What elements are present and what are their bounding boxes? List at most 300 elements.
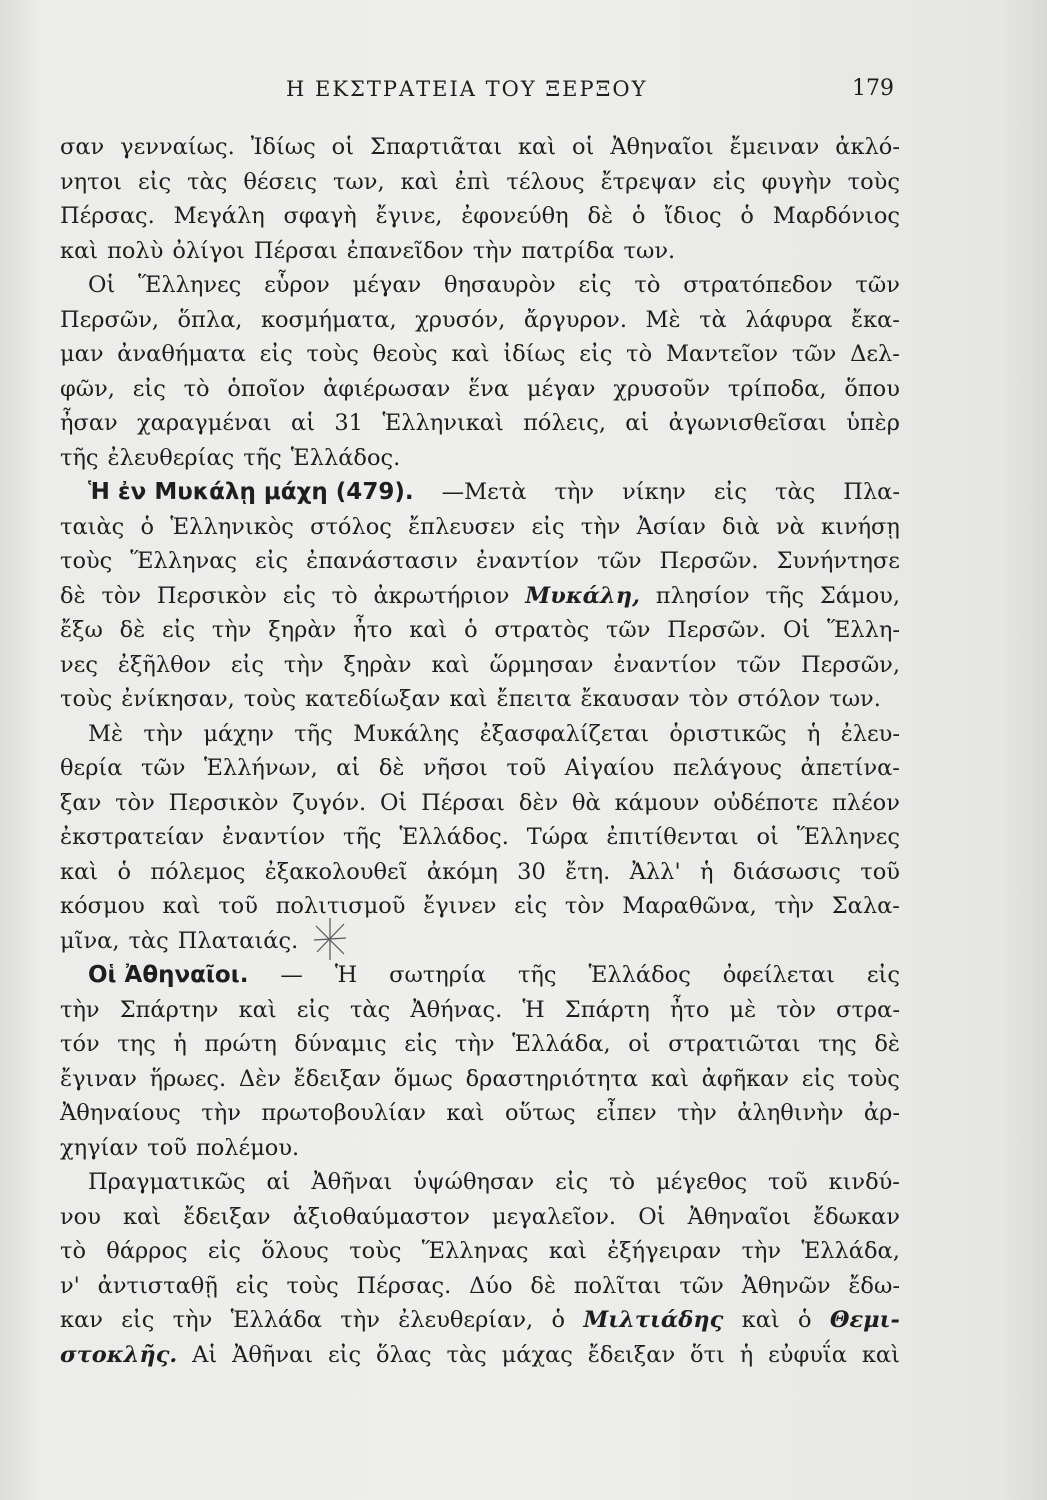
- word: τὴν: [741, 1238, 782, 1264]
- word: Ἀθηνῶν: [741, 1272, 831, 1299]
- word: μάχην: [203, 720, 274, 747]
- word: Μυκάλη,: [525, 582, 640, 609]
- text-line: [60, 820, 900, 855]
- word: Δὲν: [238, 1065, 281, 1092]
- word: Ἑλλάδα,: [512, 1031, 611, 1057]
- word: ἀκλό-: [835, 134, 900, 160]
- word: οὕτως: [504, 1100, 576, 1126]
- word: στρατιῶται: [668, 1031, 801, 1057]
- text-line: [60, 1234, 900, 1269]
- text-line: [60, 1062, 900, 1097]
- word: ἀντισταθῇ: [97, 1272, 218, 1299]
- text-line: [60, 889, 900, 924]
- word: Μιλτιάδης: [583, 1307, 724, 1333]
- word: τοῦ: [218, 893, 258, 919]
- word: Σπάρτην: [119, 996, 219, 1023]
- word: κινήσῃ: [821, 513, 900, 540]
- text-line: [60, 1096, 900, 1131]
- page-number: 179: [852, 76, 894, 101]
- word: τοὺς: [306, 341, 359, 367]
- word: εἰς: [207, 1238, 241, 1264]
- word: πόλεμος: [150, 858, 246, 885]
- word: Περσικὸν: [156, 582, 267, 609]
- word: καὶ: [60, 237, 99, 264]
- word: εἰς: [137, 168, 172, 195]
- word: καὶ: [446, 1100, 485, 1126]
- word: λάφυρα: [745, 306, 833, 333]
- word: ξηρὰν: [268, 617, 337, 643]
- word: Αἱ: [192, 1341, 218, 1368]
- word: ἔγινεν: [423, 893, 497, 919]
- word: τῆς: [517, 962, 557, 988]
- ink-mark-icon: [312, 916, 348, 962]
- word: στρατόπεδον: [683, 272, 833, 298]
- word: δύναμις: [294, 1031, 387, 1057]
- text-line: [60, 579, 900, 614]
- text-line: [60, 1165, 900, 1200]
- word: νου: [60, 1203, 101, 1230]
- word: στόλος: [310, 513, 392, 540]
- word: εἰς: [555, 1169, 589, 1195]
- word: χρυσοῦν: [613, 375, 711, 402]
- word: εἰς: [404, 1031, 438, 1057]
- text-line: [60, 234, 900, 269]
- word: ἐλευθερίας: [107, 444, 235, 471]
- word: τῶν: [605, 617, 651, 643]
- word: εἰς: [259, 341, 293, 367]
- word: ἀκρωτήριον: [373, 582, 510, 609]
- word: Μαρδόνιος: [772, 203, 900, 229]
- word: νες: [60, 651, 98, 678]
- word: ὅμως: [393, 1065, 453, 1092]
- word: ἰδίως: [503, 341, 566, 367]
- word: ὁ: [798, 1307, 812, 1333]
- text-line: [60, 648, 900, 683]
- word: εἰς: [328, 1341, 362, 1368]
- word: ἐπὶ: [454, 168, 491, 195]
- word: τὰς: [187, 168, 228, 195]
- word: τῆς: [765, 582, 805, 609]
- word: Ἡ: [334, 962, 358, 988]
- word: ὀλίγοι: [172, 237, 245, 264]
- word: Ἰδίως: [250, 134, 316, 160]
- word: τοὺς: [60, 686, 113, 712]
- word: τοὺς: [349, 1238, 402, 1264]
- word: ὅτι: [690, 1341, 725, 1368]
- word: πρωτοβουλίαν: [261, 1100, 426, 1126]
- word: ὁ: [631, 203, 646, 229]
- word: ζυγόν.: [292, 789, 367, 816]
- text-line: [60, 406, 900, 441]
- word: 31: [334, 410, 363, 436]
- word: καὶ: [650, 1065, 689, 1092]
- word: πλησίον: [655, 582, 750, 609]
- word: κατεδίωξαν: [305, 686, 441, 712]
- word: νῆσοι: [422, 755, 488, 781]
- word: τὸν: [101, 582, 142, 609]
- word: Θεμι-: [829, 1307, 900, 1333]
- word: ὁ: [740, 203, 754, 229]
- word: ἔξω: [60, 617, 103, 643]
- word: της: [818, 1031, 857, 1057]
- word: Περσῶν.: [667, 617, 767, 643]
- word: κάμουν: [614, 789, 700, 816]
- word: Οἱ: [380, 789, 408, 816]
- word: πολὺ: [107, 237, 164, 264]
- word: εἰς: [712, 168, 746, 195]
- word: Σαλα-: [831, 893, 900, 919]
- word: εὐφυΐα: [768, 1341, 847, 1368]
- word: χρυσόν,: [415, 306, 506, 333]
- word: ἐξῆλθον: [117, 651, 211, 678]
- word: καὶ: [548, 1238, 587, 1264]
- word: σωτηρία: [389, 962, 487, 988]
- word: ὁ: [140, 513, 155, 540]
- word: εἰς: [121, 1307, 155, 1333]
- word: τὴν: [454, 1031, 495, 1057]
- word: ἐξήγειραν: [607, 1238, 722, 1264]
- word: ἔμειναν: [729, 134, 820, 160]
- word: ἕνα: [468, 375, 510, 402]
- text-line: [60, 751, 900, 786]
- page-header: [0, 74, 1047, 104]
- word: εἰς: [282, 582, 316, 609]
- word: ἐναντίον: [613, 651, 717, 678]
- word: ἐπανεῖδον: [346, 237, 464, 264]
- word: ἔπλευσεν: [408, 513, 516, 540]
- word: τοὺς: [243, 686, 297, 712]
- word: δὲ: [530, 1272, 556, 1299]
- word: πατρίδα: [521, 237, 615, 264]
- word: τρίποδα,: [727, 375, 827, 402]
- word: εἰς: [578, 272, 612, 298]
- word: τὴν: [774, 893, 815, 919]
- word: οἱ: [572, 134, 595, 160]
- word: ἥρωες.: [149, 1065, 227, 1092]
- word: κινδύ-: [828, 1169, 900, 1195]
- word: καὶ: [517, 134, 557, 160]
- word: ἀφῆκαν: [701, 1065, 790, 1092]
- word: τὸ: [626, 341, 653, 367]
- word: τὰς: [349, 996, 391, 1023]
- word: ἦτο: [669, 996, 710, 1023]
- word: τοῦ: [506, 755, 547, 781]
- word: Ἕλληνες: [138, 272, 242, 298]
- word: πολέμου.: [195, 1134, 300, 1161]
- word: Σπαρτιᾶται: [369, 134, 503, 160]
- word: εἰς: [235, 1272, 269, 1299]
- word: εἰς: [866, 962, 900, 988]
- word: τὴν: [677, 1100, 717, 1126]
- word: ἐφονεύθη: [461, 203, 569, 229]
- word: τῶν: [855, 272, 900, 298]
- word: ἡ: [700, 858, 714, 885]
- word: ξηρὰν: [343, 651, 412, 678]
- word: ἐξασφαλίζεται: [479, 720, 650, 747]
- word: ἀπετίνα-: [800, 755, 900, 781]
- word: Ἀσίαν: [636, 513, 706, 540]
- word: τὸ: [331, 582, 358, 609]
- word: τὰς: [775, 479, 816, 505]
- word: τοὺς: [60, 548, 113, 574]
- word: ὁποῖον: [227, 375, 306, 402]
- word: αἱ: [625, 410, 650, 436]
- word: τοῦ: [767, 1169, 808, 1195]
- word: χηγίαν: [60, 1134, 139, 1161]
- word: ἐκστρατείαν: [60, 824, 205, 850]
- word: δραστηριότητα: [465, 1065, 639, 1092]
- word: ν': [60, 1272, 80, 1299]
- word: Ἕλλη-: [827, 617, 900, 643]
- word: θὰ: [572, 789, 601, 816]
- word: μάχας: [501, 1341, 573, 1368]
- word: πελάγους: [672, 755, 783, 781]
- word: Ἕλληνες: [796, 824, 900, 850]
- word: κόσμου: [60, 893, 145, 919]
- word: Ἑλλήνων,: [203, 755, 318, 781]
- word: τὰς: [446, 1341, 487, 1368]
- word: οἱ: [331, 134, 355, 160]
- word: εὗρον: [264, 272, 330, 298]
- word: τῆς: [243, 444, 282, 471]
- word: τὸν: [776, 996, 817, 1023]
- text-line: [60, 337, 900, 372]
- word: θησαυρὸν: [444, 272, 556, 298]
- word: εἰς: [531, 513, 565, 540]
- word: Πέρσαι: [421, 789, 506, 816]
- word: καν: [60, 1307, 103, 1333]
- word: Δελ-: [850, 341, 900, 367]
- word: Ἑλληνικαὶ: [382, 410, 504, 436]
- word: ἔγινε,: [375, 203, 443, 229]
- word: ὅλους: [261, 1238, 329, 1264]
- text-line: [60, 1027, 900, 1062]
- word: Σάμου,: [819, 582, 900, 609]
- word: τὴν: [201, 1100, 241, 1126]
- word: τὴν: [60, 996, 100, 1023]
- word: δὲ: [587, 203, 614, 229]
- text-line: [60, 1200, 900, 1235]
- word: ἔδειξαν: [293, 1065, 382, 1092]
- text-line: [60, 130, 900, 165]
- text-line: [60, 717, 900, 752]
- word: ἐλευ-: [840, 720, 900, 747]
- word: μέγαν: [352, 272, 422, 298]
- word: τῶν: [140, 755, 186, 781]
- word: εἰς: [296, 996, 330, 1023]
- word: Τώρα: [526, 824, 589, 850]
- word: ἔτρεψαν: [600, 168, 697, 195]
- word: τὸν: [564, 893, 605, 919]
- word: Ἀλλ': [629, 858, 681, 885]
- word: φῶν,: [60, 375, 115, 402]
- text-line: [60, 303, 900, 338]
- word: καὶ: [60, 858, 99, 885]
- word: οἱ: [756, 824, 779, 850]
- word: —Μετὰ: [441, 479, 527, 505]
- word: τόν: [60, 1031, 100, 1057]
- word: Μὲ: [88, 720, 124, 747]
- word: ἐναντίον: [475, 548, 580, 574]
- word: θάρρος: [106, 1238, 188, 1264]
- word: στοκλῆς.: [60, 1341, 178, 1368]
- word: τέλους: [506, 168, 585, 195]
- word: θεοὺς: [372, 341, 438, 367]
- word: δὲ: [60, 582, 86, 609]
- word: Ἕλληνας: [130, 548, 238, 574]
- word: φυγὴν: [761, 168, 832, 195]
- word: εἰς: [579, 341, 613, 367]
- word: ἄργυρον.: [523, 306, 627, 333]
- word: διάσωσις: [732, 858, 841, 885]
- word: Μυκάλης: [353, 720, 460, 747]
- word: καὶ: [409, 617, 448, 643]
- word: εἰς: [713, 479, 747, 505]
- word: Πλα-: [843, 479, 900, 505]
- text-line: [60, 268, 900, 303]
- word: ὑπὲρ: [846, 410, 900, 436]
- word: δὲν: [518, 789, 559, 816]
- word: Περσῶν,: [800, 651, 900, 678]
- word: Σπάρτη: [564, 996, 650, 1023]
- word: τὴν: [580, 513, 621, 540]
- word: μαν: [60, 341, 104, 367]
- text-line: [60, 1303, 900, 1338]
- word: Πραγματικῶς: [88, 1169, 246, 1195]
- word: τὰ: [699, 306, 727, 333]
- word: Περσῶν.: [659, 548, 759, 574]
- word: Ἑλλάδα: [230, 1307, 322, 1333]
- word: Ἑλληνικὸς: [170, 513, 294, 540]
- word: Ἀθηναῖοι: [687, 1203, 791, 1230]
- word: Ἕλληνας: [421, 1238, 529, 1264]
- word: ἦσαν: [60, 410, 118, 436]
- word: τοὺς: [286, 1272, 339, 1299]
- word: ἀναθήματα: [117, 341, 246, 367]
- word: τοὺς: [847, 1065, 900, 1092]
- word: ἀληθινὴν: [737, 1100, 844, 1126]
- word: των,: [332, 168, 385, 195]
- section-heading: Οἱ Ἀθηναῖοι.: [88, 962, 249, 988]
- word: ὀφείλεται: [722, 962, 835, 988]
- word: των.: [623, 237, 676, 264]
- word: των.: [829, 686, 881, 712]
- word: εἰς: [230, 651, 264, 678]
- word: τὸ: [634, 272, 661, 298]
- word: Μὲ: [645, 306, 681, 333]
- section-heading: Ἡ ἐν Μυκάλῃ μάχη (479).: [88, 479, 414, 505]
- word: εἰς: [255, 548, 289, 574]
- body-text: [60, 130, 900, 1372]
- word: τῶν: [679, 1272, 724, 1299]
- word: ὥρμησαν: [489, 651, 594, 678]
- word: τῆς: [342, 824, 382, 850]
- word: ἀξιοθαύμαστον: [292, 1203, 470, 1230]
- word: ἐπανάστασιν: [306, 548, 458, 574]
- word: Ἀθῆναι: [232, 1341, 314, 1368]
- text-line: [60, 1269, 900, 1304]
- word: πλέον: [831, 789, 900, 816]
- word: θέσεις: [243, 168, 317, 195]
- word: ἀφιέρωσαν: [323, 375, 451, 402]
- word: ὅπλα,: [177, 306, 243, 333]
- word: τὴν: [211, 617, 252, 643]
- word: τὸ: [183, 375, 210, 402]
- word: ἦτο: [352, 617, 393, 643]
- word: εἶπεν: [596, 1100, 657, 1126]
- word: οὐδέποτε: [713, 789, 819, 816]
- word: στρα-: [836, 996, 900, 1023]
- text-line: [60, 510, 900, 545]
- word: καὶ: [123, 1203, 162, 1230]
- word: εἰς: [161, 617, 196, 643]
- word: τοὺς: [847, 168, 900, 195]
- word: ἔκα-: [850, 306, 900, 333]
- word: ἐνίκησαν,: [121, 686, 235, 712]
- word: τοῦ: [860, 858, 900, 885]
- word: ὑψώθησαν: [413, 1169, 535, 1195]
- word: ὁ: [117, 858, 131, 885]
- word: μέγαν: [526, 375, 596, 402]
- word: δὲ: [119, 617, 146, 643]
- word: Πέρσας.: [356, 1272, 452, 1299]
- text-line: [60, 958, 900, 993]
- text-line: [60, 199, 900, 234]
- word: Μαραθῶνα,: [622, 893, 757, 919]
- text-line: [60, 993, 900, 1028]
- text-line: [60, 1131, 900, 1166]
- text-line: [60, 924, 900, 959]
- word: νίκην: [622, 479, 686, 505]
- word: Ἑλλάδος.: [290, 444, 401, 471]
- word: ὅπου: [844, 375, 900, 402]
- word: πρώτη: [204, 1031, 277, 1057]
- text-line: [60, 613, 900, 648]
- word: Δύο: [469, 1272, 513, 1299]
- word: καὶ: [162, 893, 201, 919]
- word: καὶ: [431, 651, 470, 678]
- word: ἐπιτίθενται: [606, 824, 739, 850]
- word: ἀκόμη: [426, 858, 498, 885]
- word: ἐναντίον: [222, 824, 326, 850]
- text-line: [60, 682, 900, 717]
- word: ἴδιος: [664, 203, 722, 229]
- word: ὁ: [551, 1307, 566, 1333]
- word: πόλεις,: [523, 410, 606, 436]
- word: τὰς: [128, 927, 169, 954]
- word: Πλαταιάς.: [177, 927, 299, 954]
- word: —: [280, 962, 303, 988]
- word: Ἑλλάδος.: [399, 824, 509, 850]
- word: Οἱ: [638, 1203, 666, 1230]
- word: εἰς: [132, 375, 166, 402]
- word: χαραγμέναι: [137, 410, 272, 436]
- word: Περσικὸν: [168, 789, 279, 816]
- word: Οἱ: [88, 272, 116, 298]
- word: σφαγὴ: [283, 203, 357, 229]
- word: σαν: [60, 134, 105, 160]
- word: ἐξακολουθεῖ: [264, 858, 408, 885]
- word: ἔδειξαν: [183, 1203, 271, 1230]
- text-line: [60, 165, 900, 200]
- word: κοσμήματα,: [260, 306, 397, 333]
- text-line: [60, 855, 900, 890]
- running-title: Η ΕΚΣΤΡΑΤΕΙΑ ΤΟΥ ΞΕΡΞΟΥ: [286, 77, 648, 101]
- word: δὲ: [874, 1031, 900, 1057]
- word: ἡ: [173, 1031, 187, 1057]
- word: Οἱ: [783, 617, 811, 643]
- word: τὸ: [609, 1169, 636, 1195]
